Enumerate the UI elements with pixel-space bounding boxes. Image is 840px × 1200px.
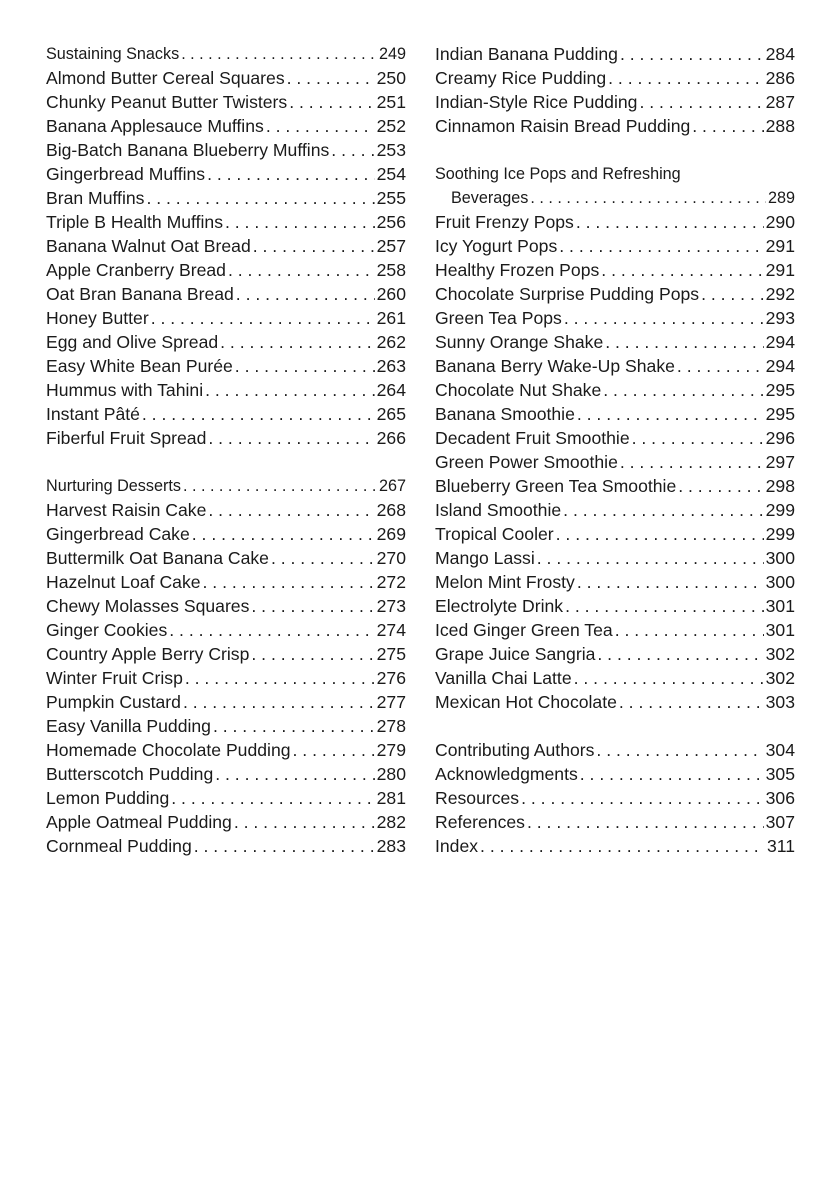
entry-title: Ginger Cookies bbox=[46, 620, 168, 640]
leader-dots bbox=[181, 42, 377, 66]
entry-title: Oat Bran Banana Bread bbox=[46, 284, 234, 304]
leader-dots bbox=[563, 498, 763, 522]
entry-title: Chocolate Nut Shake bbox=[435, 380, 602, 400]
toc-entry[interactable] bbox=[435, 354, 795, 378]
leader-dots bbox=[574, 666, 764, 690]
toc-entry[interactable] bbox=[46, 498, 406, 522]
entry-title: Chunky Peanut Butter Twisters bbox=[46, 92, 288, 112]
page-number: 302 bbox=[765, 644, 795, 664]
page-number: 266 bbox=[376, 428, 406, 448]
page-number: 276 bbox=[376, 668, 406, 688]
toc-entry[interactable] bbox=[46, 810, 406, 834]
leader-dots bbox=[619, 690, 764, 714]
page-number: 286 bbox=[765, 68, 795, 88]
page-number: 254 bbox=[376, 164, 406, 184]
page-number: 264 bbox=[376, 380, 406, 400]
section-nurturing-desserts[interactable] bbox=[46, 474, 406, 498]
page-number: 287 bbox=[765, 92, 795, 112]
entry-title: Vanilla Chai Latte bbox=[435, 668, 572, 688]
page-number: 299 bbox=[765, 524, 795, 544]
leader-dots bbox=[228, 258, 375, 282]
toc-entry[interactable] bbox=[46, 714, 406, 738]
toc-entry[interactable] bbox=[435, 450, 795, 474]
leader-dots bbox=[678, 474, 763, 498]
page-number: 294 bbox=[765, 332, 795, 352]
entry-title: Sunny Orange Shake bbox=[435, 332, 604, 352]
toc-entry[interactable] bbox=[435, 690, 795, 714]
section-nurturing-desserts-list bbox=[46, 498, 406, 858]
leader-dots bbox=[527, 810, 764, 834]
entry-title: Butterscotch Pudding bbox=[46, 764, 214, 784]
toc-entry[interactable] bbox=[46, 834, 406, 858]
leader-dots bbox=[203, 570, 375, 594]
leader-dots bbox=[271, 546, 375, 570]
leader-dots bbox=[677, 354, 764, 378]
toc-entry[interactable] bbox=[435, 330, 795, 354]
entry-title: Lemon Pudding bbox=[46, 788, 170, 808]
leader-dots bbox=[183, 690, 375, 714]
entry-title: Honey Butter bbox=[46, 308, 149, 328]
toc-entry[interactable] bbox=[435, 642, 795, 666]
toc-entry[interactable] bbox=[46, 426, 406, 450]
toc-entry[interactable] bbox=[435, 498, 795, 522]
leader-dots bbox=[225, 210, 375, 234]
leader-dots bbox=[608, 66, 764, 90]
leader-dots bbox=[556, 522, 764, 546]
entry-title: Acknowledgments bbox=[435, 764, 578, 784]
entry-title: Harvest Raisin Cake bbox=[46, 500, 207, 520]
spacer bbox=[46, 450, 406, 474]
entry-title: Easy White Bean Purée bbox=[46, 356, 233, 376]
section-title: Nurturing Desserts bbox=[46, 477, 181, 495]
entry-title: Hummus with Tahini bbox=[46, 380, 204, 400]
leader-dots bbox=[251, 594, 374, 618]
leader-dots bbox=[605, 330, 763, 354]
toc-entry[interactable] bbox=[46, 114, 406, 138]
page-number: 294 bbox=[765, 356, 795, 376]
page-number: 303 bbox=[765, 692, 795, 712]
toc-entry[interactable] bbox=[46, 594, 406, 618]
toc-entry[interactable] bbox=[435, 810, 795, 834]
page-number: 268 bbox=[376, 500, 406, 520]
page-number: 278 bbox=[376, 716, 406, 736]
toc-entry[interactable] bbox=[46, 306, 406, 330]
toc-entry[interactable] bbox=[46, 546, 406, 570]
page-number: 305 bbox=[765, 764, 795, 784]
entry-title: Grape Juice Sangria bbox=[435, 644, 596, 664]
entry-title: Creamy Rice Pudding bbox=[435, 68, 607, 88]
leader-dots bbox=[253, 234, 375, 258]
entry-title: Melon Mint Frosty bbox=[435, 572, 575, 592]
leader-dots bbox=[577, 402, 764, 426]
leader-dots bbox=[289, 90, 374, 114]
leader-dots bbox=[266, 114, 375, 138]
page-number: 291 bbox=[765, 236, 795, 256]
page-number: 267 bbox=[378, 477, 406, 495]
entry-title: Fruit Frenzy Pops bbox=[435, 212, 574, 232]
page-number: 251 bbox=[376, 92, 406, 112]
page-number: 249 bbox=[378, 45, 406, 63]
toc-entry[interactable] bbox=[435, 666, 795, 690]
toc-left-column bbox=[46, 42, 406, 858]
section-sustaining-snacks[interactable] bbox=[46, 42, 406, 66]
entry-title: Almond Butter Cereal Squares bbox=[46, 68, 285, 88]
leader-dots bbox=[596, 738, 763, 762]
entry-title: Icy Yogurt Pops bbox=[435, 236, 558, 256]
page-number: 284 bbox=[765, 44, 795, 64]
page-number: 272 bbox=[376, 572, 406, 592]
leader-dots bbox=[603, 378, 763, 402]
page-number: 263 bbox=[376, 356, 406, 376]
page-number: 307 bbox=[765, 812, 795, 832]
toc-entry[interactable] bbox=[435, 210, 795, 234]
entry-title: Green Tea Pops bbox=[435, 308, 562, 328]
leader-dots bbox=[530, 186, 766, 210]
page-number: 252 bbox=[376, 116, 406, 136]
section-title-line2: Beverages bbox=[451, 189, 529, 207]
toc-entry[interactable] bbox=[435, 258, 795, 282]
leader-dots bbox=[183, 474, 377, 498]
leader-dots bbox=[192, 522, 375, 546]
page-number: 300 bbox=[765, 548, 795, 568]
entry-title: Triple B Health Muffins bbox=[46, 212, 223, 232]
page-number: 279 bbox=[376, 740, 406, 760]
leader-dots bbox=[537, 546, 764, 570]
leader-dots bbox=[577, 570, 764, 594]
entry-title: Fiberful Fruit Spread bbox=[46, 428, 207, 448]
leader-dots bbox=[559, 234, 763, 258]
page-number: 281 bbox=[376, 788, 406, 808]
toc-entry[interactable] bbox=[46, 258, 406, 282]
entry-title: Chewy Molasses Squares bbox=[46, 596, 250, 616]
page-number: 300 bbox=[765, 572, 795, 592]
entry-title: Iced Ginger Green Tea bbox=[435, 620, 613, 640]
leader-dots bbox=[207, 162, 375, 186]
leader-dots bbox=[580, 762, 764, 786]
page-number: 269 bbox=[376, 524, 406, 544]
leader-dots bbox=[293, 738, 375, 762]
toc-entry[interactable] bbox=[46, 738, 406, 762]
entry-title: Contributing Authors bbox=[435, 740, 595, 760]
entry-title: Mexican Hot Chocolate bbox=[435, 692, 617, 712]
section-ice-pops-beverages[interactable] bbox=[435, 186, 795, 210]
leader-dots bbox=[208, 426, 374, 450]
page-number: 270 bbox=[376, 548, 406, 568]
toc-entry[interactable] bbox=[46, 234, 406, 258]
leader-dots bbox=[632, 426, 764, 450]
page-number: 257 bbox=[376, 236, 406, 256]
entry-title: Buttermilk Oat Banana Cake bbox=[46, 548, 269, 568]
leader-dots bbox=[220, 330, 375, 354]
entry-title: Chocolate Surprise Pudding Pops bbox=[435, 284, 700, 304]
entry-title: Egg and Olive Spread bbox=[46, 332, 219, 352]
page-number: 255 bbox=[376, 188, 406, 208]
page-number: 258 bbox=[376, 260, 406, 280]
toc-entry[interactable] bbox=[46, 618, 406, 642]
toc-entry[interactable] bbox=[435, 594, 795, 618]
toc-entry[interactable] bbox=[435, 114, 795, 138]
toc-entry[interactable] bbox=[435, 618, 795, 642]
spacer bbox=[435, 714, 795, 738]
page-number: 262 bbox=[376, 332, 406, 352]
leader-dots bbox=[234, 810, 375, 834]
page-number: 292 bbox=[765, 284, 795, 304]
page-number: 302 bbox=[765, 668, 795, 688]
entry-title: Healthy Frozen Pops bbox=[435, 260, 600, 280]
toc-entry[interactable] bbox=[46, 378, 406, 402]
entry-title: Mango Lassi bbox=[435, 548, 535, 568]
leader-dots bbox=[185, 666, 375, 690]
toc-entry[interactable] bbox=[46, 690, 406, 714]
page-number: 253 bbox=[376, 140, 406, 160]
page-number: 250 bbox=[376, 68, 406, 88]
entry-title: Gingerbread Cake bbox=[46, 524, 190, 544]
leader-dots bbox=[564, 306, 764, 330]
entry-title: Island Smoothie bbox=[435, 500, 562, 520]
entry-title: Big-Batch Banana Blueberry Muffins bbox=[46, 140, 330, 160]
page-number: 290 bbox=[765, 212, 795, 232]
leader-dots bbox=[331, 138, 374, 162]
entry-title: Country Apple Berry Crisp bbox=[46, 644, 250, 664]
page-number: 291 bbox=[765, 260, 795, 280]
entry-title: Banana Berry Wake-Up Shake bbox=[435, 356, 675, 376]
section-ice-pops-list bbox=[435, 210, 795, 714]
toc-entry[interactable] bbox=[435, 234, 795, 258]
leader-dots bbox=[480, 834, 765, 858]
page-number: 265 bbox=[376, 404, 406, 424]
entry-title: Winter Fruit Crisp bbox=[46, 668, 183, 688]
entry-title: Tropical Cooler bbox=[435, 524, 554, 544]
toc-entry[interactable] bbox=[435, 306, 795, 330]
page-number: 275 bbox=[376, 644, 406, 664]
page-number: 261 bbox=[376, 308, 406, 328]
page-number: 297 bbox=[765, 452, 795, 472]
page-number: 301 bbox=[765, 596, 795, 616]
page-number: 298 bbox=[765, 476, 795, 496]
entry-title: Banana Applesauce Muffins bbox=[46, 116, 264, 136]
leader-dots bbox=[151, 306, 375, 330]
toc-entry[interactable] bbox=[46, 162, 406, 186]
toc-entry[interactable] bbox=[46, 522, 406, 546]
toc-entry[interactable] bbox=[435, 786, 795, 810]
leader-dots bbox=[142, 402, 375, 426]
page-number: 295 bbox=[765, 404, 795, 424]
page-number: 256 bbox=[376, 212, 406, 232]
leader-dots bbox=[620, 450, 764, 474]
toc-entry[interactable] bbox=[435, 834, 795, 858]
page-number: 293 bbox=[765, 308, 795, 328]
spacer bbox=[435, 138, 795, 162]
leader-dots bbox=[251, 642, 374, 666]
section-sustaining-snacks-list bbox=[46, 66, 406, 450]
page-number: 280 bbox=[376, 764, 406, 784]
toc-entry[interactable] bbox=[435, 738, 795, 762]
toc-entry[interactable] bbox=[46, 282, 406, 306]
toc-entry[interactable] bbox=[435, 42, 795, 66]
entry-title: Indian-Style Rice Pudding bbox=[435, 92, 638, 112]
section-title-line1: Soothing Ice Pops and Refreshing bbox=[435, 165, 681, 183]
page-number: 283 bbox=[376, 836, 406, 856]
leader-dots bbox=[215, 762, 374, 786]
leader-dots bbox=[213, 714, 375, 738]
toc-entry[interactable] bbox=[46, 90, 406, 114]
toc-entry[interactable] bbox=[46, 402, 406, 426]
entry-title: Hazelnut Loaf Cake bbox=[46, 572, 201, 592]
leader-dots bbox=[692, 114, 763, 138]
leader-dots bbox=[146, 186, 374, 210]
leader-dots bbox=[701, 282, 764, 306]
leader-dots bbox=[235, 354, 375, 378]
entry-title: Green Power Smoothie bbox=[435, 452, 618, 472]
page-number: 277 bbox=[376, 692, 406, 712]
page-number: 260 bbox=[376, 284, 406, 304]
leader-dots bbox=[205, 378, 375, 402]
toc-entry[interactable] bbox=[46, 186, 406, 210]
page-number: 282 bbox=[376, 812, 406, 832]
page-number: 274 bbox=[376, 620, 406, 640]
toc-entry[interactable] bbox=[46, 138, 406, 162]
entry-title: Resources bbox=[435, 788, 520, 808]
toc-entry[interactable] bbox=[435, 546, 795, 570]
entry-title: Cornmeal Pudding bbox=[46, 836, 192, 856]
page-number: 306 bbox=[765, 788, 795, 808]
entry-title: References bbox=[435, 812, 525, 832]
leader-dots bbox=[521, 786, 764, 810]
toc-entry[interactable] bbox=[46, 762, 406, 786]
leader-dots bbox=[576, 210, 764, 234]
entry-title: Banana Smoothie bbox=[435, 404, 575, 424]
toc-entry[interactable] bbox=[435, 426, 795, 450]
leader-dots bbox=[169, 618, 374, 642]
toc-entry[interactable] bbox=[435, 522, 795, 546]
page-number: 295 bbox=[765, 380, 795, 400]
leader-dots bbox=[208, 498, 374, 522]
entry-title: Bran Muffins bbox=[46, 188, 145, 208]
toc-entry[interactable] bbox=[435, 570, 795, 594]
entry-title: Cinnamon Raisin Bread Pudding bbox=[435, 116, 691, 136]
entry-title: Easy Vanilla Pudding bbox=[46, 716, 211, 736]
entry-title: Decadent Fruit Smoothie bbox=[435, 428, 630, 448]
toc-entry[interactable] bbox=[435, 282, 795, 306]
entry-title: Electrolyte Drink bbox=[435, 596, 564, 616]
page-number: 299 bbox=[765, 500, 795, 520]
toc-right-column bbox=[435, 42, 795, 858]
leader-dots bbox=[171, 786, 374, 810]
toc-entry[interactable] bbox=[435, 762, 795, 786]
entry-title: Instant Pâté bbox=[46, 404, 140, 424]
page-number: 311 bbox=[766, 836, 795, 856]
toc-entry[interactable] bbox=[435, 378, 795, 402]
toc-entry[interactable] bbox=[46, 666, 406, 690]
leader-dots bbox=[597, 642, 763, 666]
leader-dots bbox=[615, 618, 764, 642]
back-matter-list bbox=[435, 738, 795, 858]
entry-title: Apple Cranberry Bread bbox=[46, 260, 226, 280]
toc-entry[interactable] bbox=[435, 90, 795, 114]
leader-dots bbox=[287, 66, 375, 90]
entry-title: Pumpkin Custard bbox=[46, 692, 181, 712]
leader-dots bbox=[565, 594, 764, 618]
leader-dots bbox=[639, 90, 763, 114]
toc-entry[interactable] bbox=[46, 354, 406, 378]
toc-entry[interactable] bbox=[46, 786, 406, 810]
page-number: 304 bbox=[765, 740, 795, 760]
toc-entry[interactable] bbox=[46, 642, 406, 666]
leader-dots bbox=[620, 42, 764, 66]
toc-entry[interactable] bbox=[435, 402, 795, 426]
page-number: 288 bbox=[765, 116, 795, 136]
entry-title: Banana Walnut Oat Bread bbox=[46, 236, 251, 256]
entry-title: Gingerbread Muffins bbox=[46, 164, 206, 184]
leader-dots bbox=[194, 834, 375, 858]
toc-entry[interactable] bbox=[46, 330, 406, 354]
entry-title: Homemade Chocolate Pudding bbox=[46, 740, 291, 760]
toc-entry[interactable] bbox=[46, 570, 406, 594]
toc-entry[interactable] bbox=[435, 66, 795, 90]
toc-entry[interactable] bbox=[435, 474, 795, 498]
entry-title: Index bbox=[435, 836, 479, 856]
pudding-continuation-list bbox=[435, 42, 795, 138]
page-number: 301 bbox=[765, 620, 795, 640]
entry-title: Indian Banana Pudding bbox=[435, 44, 618, 64]
leader-dots bbox=[236, 282, 375, 306]
entry-title: Apple Oatmeal Pudding bbox=[46, 812, 232, 832]
page-number: 296 bbox=[765, 428, 795, 448]
toc-entry[interactable] bbox=[46, 66, 406, 90]
toc-entry[interactable] bbox=[46, 210, 406, 234]
leader-dots bbox=[601, 258, 763, 282]
entry-title: Blueberry Green Tea Smoothie bbox=[435, 476, 677, 496]
page-number: 273 bbox=[376, 596, 406, 616]
section-title: Sustaining Snacks bbox=[46, 45, 180, 63]
page-number: 289 bbox=[767, 189, 795, 207]
